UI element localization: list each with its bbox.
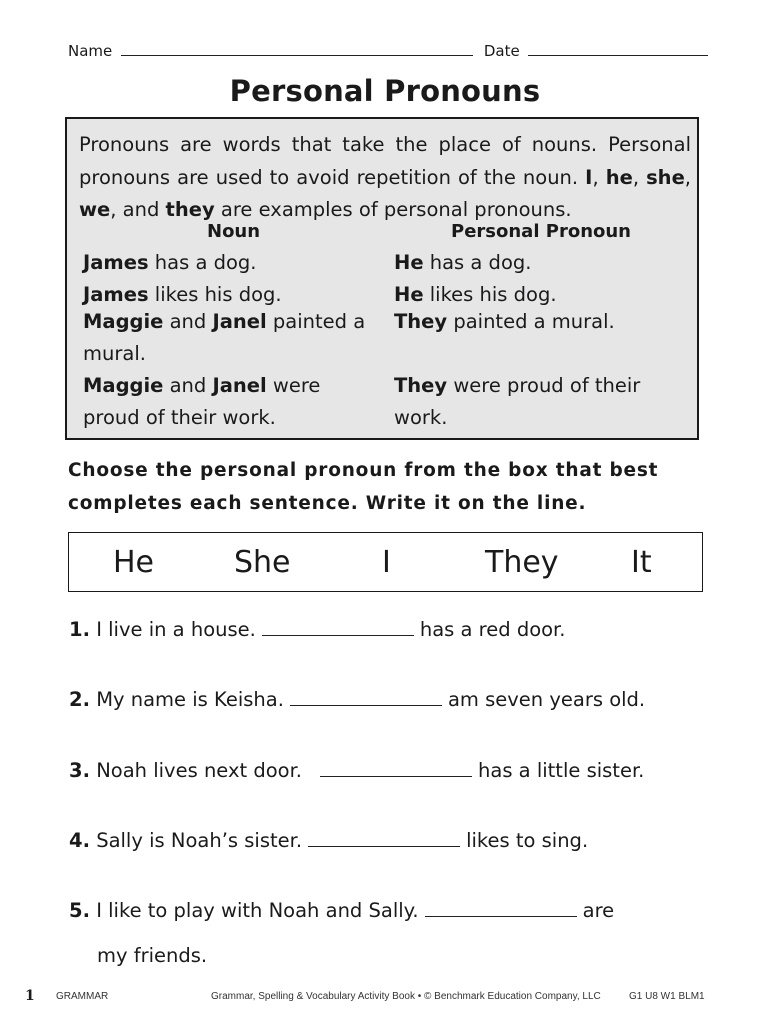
question-5 (69, 898, 614, 924)
pronoun-example-4 (394, 370, 674, 434)
word-bank-item: It (631, 545, 652, 580)
word-bank-item: They (485, 545, 559, 580)
section-label: GRAMMAR (56, 991, 109, 1002)
separator: , and (110, 198, 166, 221)
question-text: Noah lives next door. (96, 759, 303, 782)
noun-text: were proud of their work. (83, 374, 321, 429)
instructions: Choose the personal pronoun from the box that best completes each sentence. Write it on the line. (68, 460, 659, 514)
name-date-line (68, 42, 708, 60)
word-bank-item: He (113, 545, 155, 580)
date-blank[interactable] (528, 55, 708, 56)
question-number: 2. (69, 688, 90, 711)
noun-bold: Maggie (83, 310, 164, 333)
noun-text: painted a mural. (83, 310, 366, 365)
word-bank (68, 532, 703, 592)
pronoun-bold: They (394, 310, 448, 333)
question-text: am seven years old. (447, 688, 646, 711)
footer (0, 988, 770, 1008)
noun-text: likes his dog. (148, 283, 282, 306)
answer-blank[interactable] (425, 898, 577, 917)
intro-text-end: are examples of personal pronouns. (214, 198, 572, 221)
question-number: 3. (69, 759, 90, 782)
question-text: are (582, 899, 615, 922)
column-header-noun: Noun (207, 221, 261, 242)
question-4 (69, 828, 588, 854)
answer-blank[interactable] (262, 617, 414, 636)
answer-blank[interactable] (320, 758, 472, 777)
pronoun-text: painted a mural. (447, 310, 615, 333)
worksheet-code: G1 U8 W1 BLM1 (629, 991, 705, 1002)
pronoun-text: were proud of their work. (394, 374, 641, 429)
question-text: has a little sister. (478, 759, 645, 782)
pronoun-example-they: they (165, 198, 215, 221)
question-number: 5. (69, 899, 90, 922)
pronoun-example-she: she (646, 165, 685, 189)
intro-text: Pronouns are words that take the place of nouns. Personal pronouns are used to avoid repetition of the noun. (79, 133, 691, 189)
noun-bold: Maggie (83, 374, 164, 397)
question-5-continuation: my friends. (97, 944, 208, 967)
pronoun-text: likes his dog. (423, 283, 557, 306)
pronoun-text: has a dog. (423, 251, 532, 274)
answer-blank[interactable] (308, 828, 460, 847)
date-label: Date (483, 42, 520, 60)
noun-text: has a dog. (148, 251, 257, 274)
question-3 (69, 758, 644, 784)
column-header-pronoun: Personal Pronoun (451, 221, 631, 242)
page-title: Personal Pronouns (229, 74, 541, 108)
noun-example-4 (83, 370, 363, 434)
question-number: 1. (69, 618, 90, 641)
noun-example-3 (83, 306, 379, 370)
word-bank-item: She (234, 545, 291, 580)
intro-paragraph (79, 129, 691, 227)
question-number: 4. (69, 829, 90, 852)
separator: , (684, 165, 691, 189)
noun-example-1 (83, 247, 383, 279)
page-number: 1 (25, 988, 35, 1004)
question-1 (69, 617, 565, 643)
info-box (65, 117, 699, 440)
noun-bold: James (83, 251, 149, 274)
question-2 (69, 687, 645, 713)
noun-text: and (163, 310, 213, 333)
pronoun-example-1 (394, 247, 684, 279)
answer-blank[interactable] (290, 687, 442, 706)
question-text: My name is Keisha. (96, 688, 284, 711)
copyright-credit: Grammar, Spelling & Vocabulary Activity Book • © Benchmark Education Company, LLC (211, 991, 601, 1002)
question-text: likes to sing. (466, 829, 589, 852)
name-blank[interactable] (121, 55, 473, 56)
pronoun-example-we: we (79, 198, 111, 221)
pronoun-example-he: he (605, 165, 633, 189)
separator: , (632, 165, 647, 189)
question-text: has a red door. (419, 618, 566, 641)
question-text: Sally is Noah’s sister. (96, 829, 303, 852)
word-bank-item: I (382, 545, 391, 580)
name-label: Name (68, 42, 113, 60)
noun-bold: James (83, 283, 149, 306)
noun-text: and (163, 374, 213, 397)
pronoun-bold: He (394, 251, 424, 274)
separator: , (592, 165, 606, 189)
pronoun-bold: They (394, 374, 448, 397)
noun-bold: Janel (212, 310, 267, 333)
pronoun-example-3 (394, 306, 684, 338)
question-text: I live in a house. (96, 618, 256, 641)
question-text: I like to play with Noah and Sally. (96, 899, 419, 922)
pronoun-example-i: I (585, 165, 593, 189)
noun-bold: Janel (212, 374, 267, 397)
pronoun-bold: He (394, 283, 424, 306)
